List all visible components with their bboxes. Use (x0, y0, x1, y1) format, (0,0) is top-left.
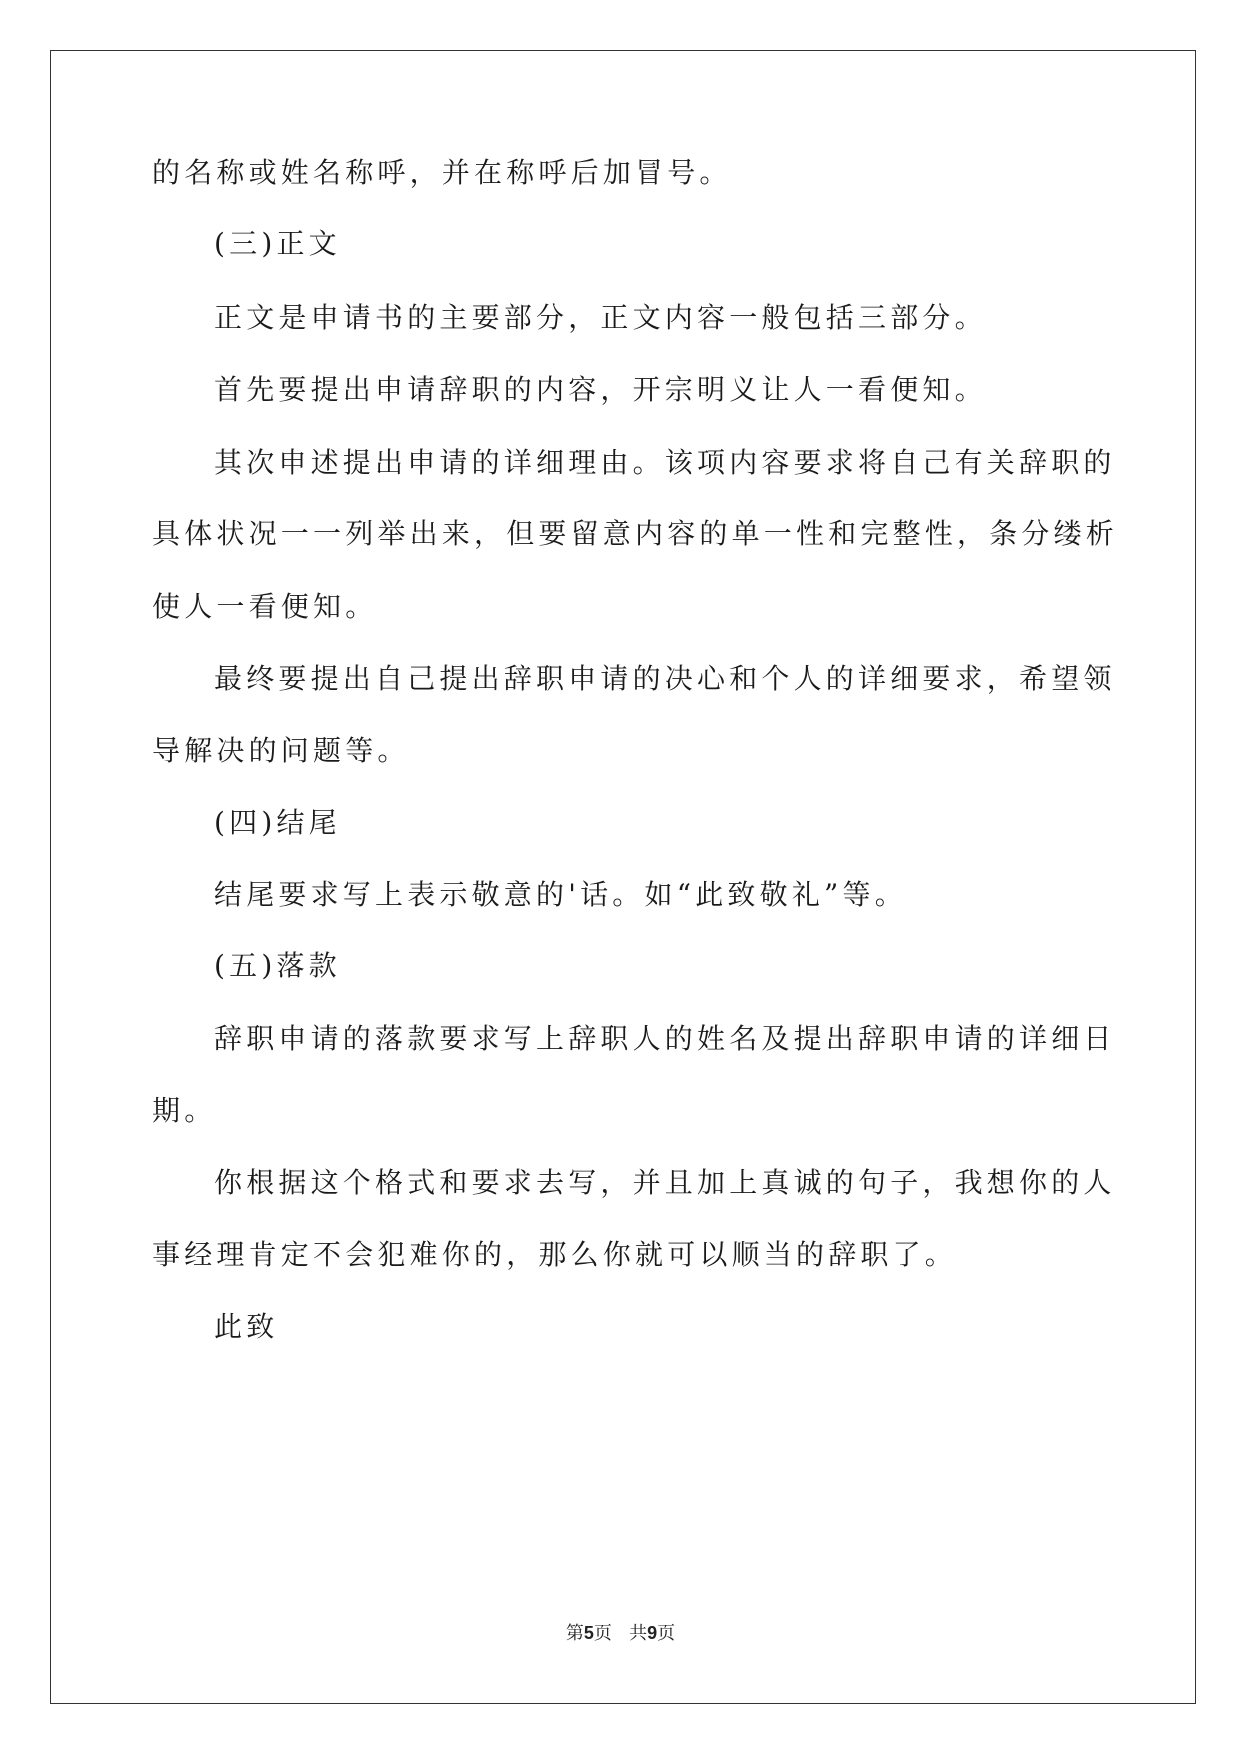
body-line: 导解决的问题等。 (152, 734, 410, 767)
total-prefix: 共 (629, 1623, 648, 1644)
body-line: 具体状况一一列举出来，但要留意内容的单一性和完整性，条分缕析 (152, 517, 1119, 550)
total-suffix: 页 (657, 1623, 676, 1644)
body-line: 期。 (152, 1094, 217, 1127)
page-number: 5 (583, 1623, 594, 1643)
page-footer (0, 1621, 1241, 1646)
body-line: 最终要提出自己提出辞职申请的决心和个人的详细要求，希望领 (214, 662, 1116, 695)
body-line: 结尾要求写上表示敬意的'话。如“此致敬礼”等。 (214, 878, 907, 911)
page-prefix: 第 (565, 1623, 584, 1644)
body-line: 正文是申请书的主要部分，正文内容一般包括三部分。 (214, 301, 987, 334)
body-line: 事经理肯定不会犯难你的，那么你就可以顺当的辞职了。 (152, 1238, 958, 1271)
body-line: 的名称或姓名称呼，并在称呼后加冒号。 (152, 156, 732, 189)
body-line: 使人一看便知。 (152, 590, 378, 623)
body-line: 辞职申请的落款要求写上辞职人的姓名及提出辞职申请的详细日 (214, 1022, 1116, 1055)
body-line: 你根据这个格式和要求去写，并且加上真诚的句子，我想你的人 (214, 1166, 1116, 1199)
page-suffix: 页 (593, 1623, 612, 1644)
body-line: 首先要提出申请辞职的内容，开宗明义让人一看便知。 (214, 373, 987, 406)
section-heading-closing: (四)结尾 (214, 806, 341, 839)
section-heading-body: (三)正文 (214, 227, 341, 260)
total-pages: 9 (647, 1623, 658, 1643)
section-heading-signature: (五)落款 (214, 949, 341, 982)
body-line: 此致 (214, 1310, 279, 1343)
body-line: 其次申述提出申请的详细理由。该项内容要求将自己有关辞职的 (214, 446, 1116, 479)
